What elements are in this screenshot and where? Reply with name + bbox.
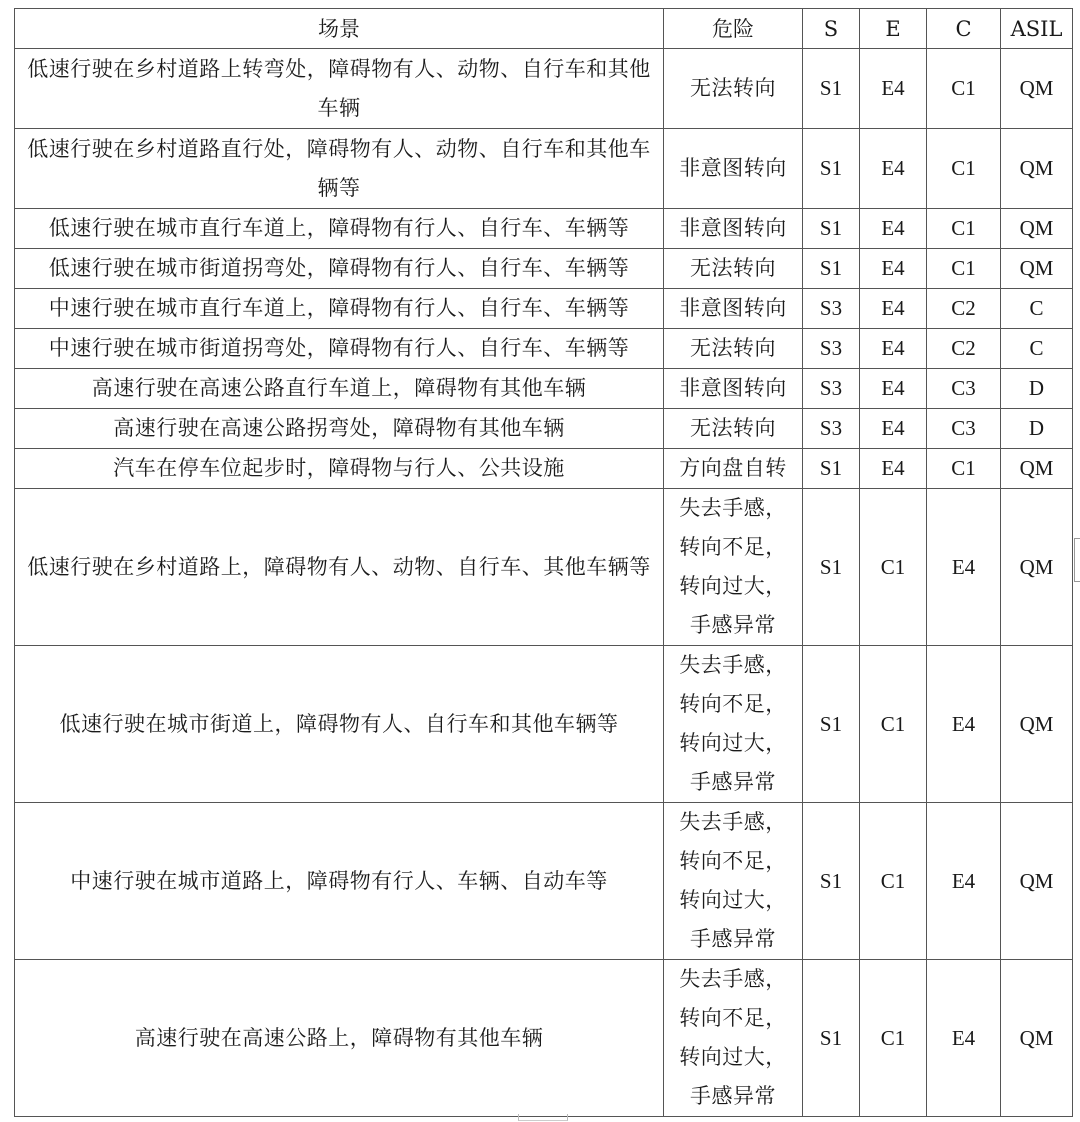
table-row (15, 960, 1073, 1117)
severity-cell: S3 (803, 409, 860, 449)
exposure-cell: E4 (860, 249, 927, 289)
severity-cell: S1 (803, 646, 860, 803)
hazard-line: 无法转向 (690, 336, 776, 360)
hazard-line: 手感异常 (690, 927, 776, 951)
exposure-cell: C1 (860, 960, 927, 1117)
hazard-line: 失去手感， (679, 653, 787, 677)
exposure-cell: E4 (860, 409, 927, 449)
scene-cell: 低速行驶在城市直行车道上，障碍物有行人、自行车、车辆等 (15, 209, 664, 249)
hazard-cell (664, 449, 803, 489)
scene-cell: 中速行驶在城市直行车道上，障碍物有行人、自行车、车辆等 (15, 289, 664, 329)
hazard-line: 非意图转向 (679, 296, 787, 320)
controllability-cell: E4 (927, 489, 1001, 646)
table-body (15, 49, 1073, 1117)
page-edge-mark (1074, 538, 1080, 582)
hazard-cell (664, 960, 803, 1117)
exposure-cell: E4 (860, 289, 927, 329)
hazard-line: 转向不足， (679, 535, 787, 559)
hazard-cell (664, 803, 803, 960)
scene-cell: 高速行驶在高速公路上，障碍物有其他车辆 (15, 960, 664, 1117)
hazard-cell (664, 249, 803, 289)
hazard-line: 非意图转向 (679, 216, 787, 240)
hazard-line: 失去手感， (679, 967, 787, 991)
table-row (15, 449, 1073, 489)
hazard-line: 失去手感， (679, 810, 787, 834)
table-row (15, 289, 1073, 329)
asil-cell: QM (1001, 960, 1073, 1117)
asil-cell: QM (1001, 489, 1073, 646)
hazard-line: 非意图转向 (679, 376, 787, 400)
exposure-cell: E4 (860, 49, 927, 129)
hazard-cell (664, 49, 803, 129)
hazard-line: 转向不足， (679, 849, 787, 873)
asil-cell: QM (1001, 646, 1073, 803)
scene-cell: 低速行驶在城市街道上，障碍物有人、自行车和其他车辆等 (15, 646, 664, 803)
hazard-line: 无法转向 (690, 76, 776, 100)
controllability-cell: E4 (927, 803, 1001, 960)
asil-cell: C (1001, 329, 1073, 369)
controllability-cell: C1 (927, 129, 1001, 209)
severity-cell: S1 (803, 803, 860, 960)
severity-cell: S1 (803, 209, 860, 249)
table-row (15, 209, 1073, 249)
scene-cell: 汽车在停车位起步时，障碍物与行人、公共设施 (15, 449, 664, 489)
hazard-cell (664, 329, 803, 369)
header-controllability: C (927, 9, 1001, 49)
table-row (15, 646, 1073, 803)
hazard-cell (664, 369, 803, 409)
hazard-line: 失去手感， (679, 496, 787, 520)
asil-cell: QM (1001, 449, 1073, 489)
header-hazard: 危险 (664, 9, 803, 49)
scene-cell: 低速行驶在城市街道拐弯处，障碍物有行人、自行车、车辆等 (15, 249, 664, 289)
scene-cell: 低速行驶在乡村道路上，障碍物有人、动物、自行车、其他车辆等 (15, 489, 664, 646)
scene-cell: 中速行驶在城市道路上，障碍物有行人、车辆、自动车等 (15, 803, 664, 960)
hazard-line: 转向不足， (679, 1006, 787, 1030)
severity-cell: S1 (803, 49, 860, 129)
controllability-cell: C2 (927, 329, 1001, 369)
asil-cell: QM (1001, 129, 1073, 209)
severity-cell: S1 (803, 960, 860, 1117)
hazard-cell (664, 489, 803, 646)
table-row (15, 129, 1073, 209)
controllability-cell: C2 (927, 289, 1001, 329)
page-fold-mark (518, 1114, 568, 1121)
scene-cell: 高速行驶在高速公路直行车道上，障碍物有其他车辆 (15, 369, 664, 409)
header-asil: ASIL (1001, 9, 1073, 49)
header-scene: 场景 (15, 9, 664, 49)
hazard-cell (664, 409, 803, 449)
hazard-line: 手感异常 (690, 1084, 776, 1108)
table-row (15, 489, 1073, 646)
header-exposure: E (860, 9, 927, 49)
exposure-cell: E4 (860, 209, 927, 249)
controllability-cell: C1 (927, 209, 1001, 249)
hazard-line: 无法转向 (690, 416, 776, 440)
asil-cell: C (1001, 289, 1073, 329)
severity-cell: S3 (803, 329, 860, 369)
severity-cell: S1 (803, 449, 860, 489)
scene-cell: 低速行驶在乡村道路上转弯处，障碍物有人、动物、自行车和其他车辆 (15, 49, 664, 129)
controllability-cell: C3 (927, 369, 1001, 409)
exposure-cell: E4 (860, 449, 927, 489)
exposure-cell: E4 (860, 369, 927, 409)
scene-cell: 低速行驶在乡村道路直行处，障碍物有人、动物、自行车和其他车辆等 (15, 129, 664, 209)
exposure-cell: C1 (860, 803, 927, 960)
controllability-cell: C1 (927, 449, 1001, 489)
exposure-cell: E4 (860, 129, 927, 209)
asil-cell: QM (1001, 249, 1073, 289)
asil-cell: QM (1001, 209, 1073, 249)
controllability-cell: C1 (927, 249, 1001, 289)
hazard-line: 转向过大， (679, 888, 787, 912)
asil-cell: D (1001, 409, 1073, 449)
controllability-cell: C1 (927, 49, 1001, 129)
table-row (15, 409, 1073, 449)
hazard-line: 转向过大， (679, 731, 787, 755)
exposure-cell: C1 (860, 489, 927, 646)
table-row (15, 329, 1073, 369)
hazard-line: 手感异常 (690, 770, 776, 794)
exposure-cell: C1 (860, 646, 927, 803)
table-row (15, 803, 1073, 960)
severity-cell: S1 (803, 129, 860, 209)
exposure-cell: E4 (860, 329, 927, 369)
controllability-cell: E4 (927, 646, 1001, 803)
table-header-row (15, 9, 1073, 49)
controllability-cell: C3 (927, 409, 1001, 449)
table-row (15, 249, 1073, 289)
severity-cell: S1 (803, 249, 860, 289)
table-row (15, 49, 1073, 129)
hazard-line: 手感异常 (690, 613, 776, 637)
asil-cell: D (1001, 369, 1073, 409)
hazard-line: 转向过大， (679, 1045, 787, 1069)
header-severity: S (803, 9, 860, 49)
hazard-cell (664, 289, 803, 329)
scene-cell: 中速行驶在城市街道拐弯处，障碍物有行人、自行车、车辆等 (15, 329, 664, 369)
severity-cell: S3 (803, 289, 860, 329)
asil-cell: QM (1001, 803, 1073, 960)
hazard-line: 无法转向 (690, 256, 776, 280)
asil-cell: QM (1001, 49, 1073, 129)
hazard-line: 方向盘自转 (679, 456, 787, 480)
controllability-cell: E4 (927, 960, 1001, 1117)
severity-cell: S3 (803, 369, 860, 409)
table-row (15, 369, 1073, 409)
hazard-line: 非意图转向 (679, 156, 787, 180)
hazard-cell (664, 129, 803, 209)
scene-cell: 高速行驶在高速公路拐弯处，障碍物有其他车辆 (15, 409, 664, 449)
hazard-cell (664, 646, 803, 803)
hazard-line: 转向不足， (679, 692, 787, 716)
severity-cell: S1 (803, 489, 860, 646)
hazard-line: 转向过大， (679, 574, 787, 598)
hazard-cell (664, 209, 803, 249)
hazard-analysis-table (14, 8, 1073, 1117)
